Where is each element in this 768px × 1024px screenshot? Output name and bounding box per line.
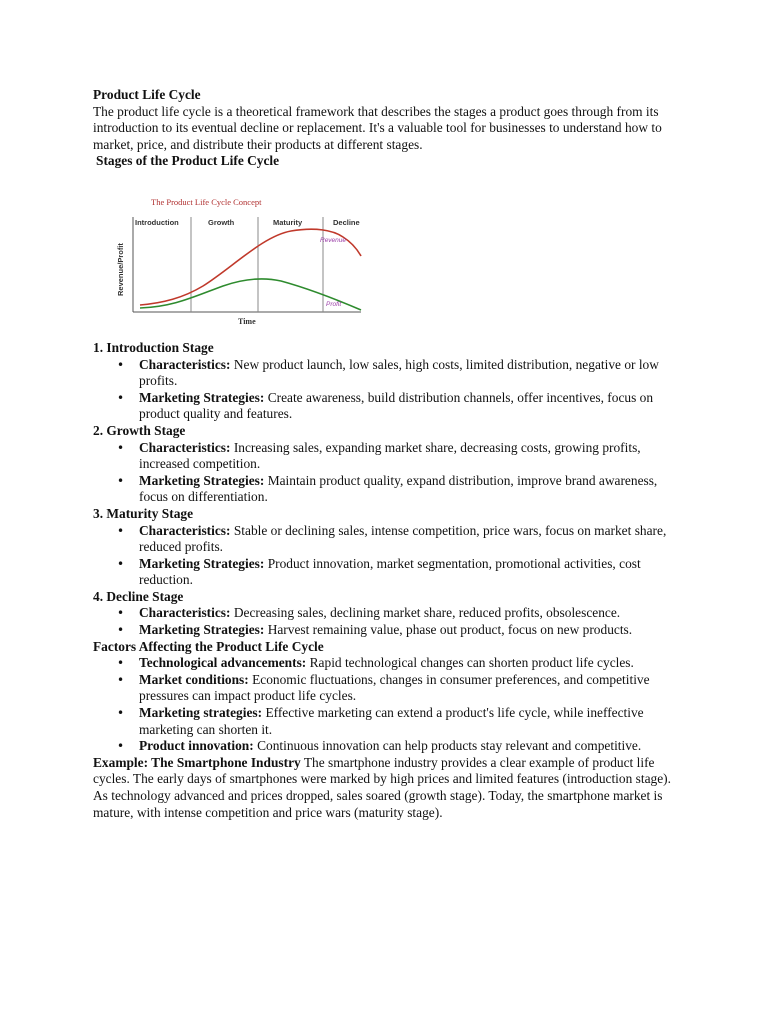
item-label: Marketing Strategies: [139,555,265,571]
stage-heading-decline: 4. Decline Stage [93,588,184,604]
item-label: Marketing Strategies: [139,389,265,405]
list-item [139,605,683,622]
item-label: Characteristics: [139,522,231,538]
item-text: Increasing sales, expanding market share, decreasing costs, growing profits, increased competition. [139,439,641,472]
example-text: The smartphone industry provides a clear example of product life cycles. The early days of smartphones were marked by high prices and limited features (introduction stage). As technology advanced and prices dropped, sales soared (growth stage). Today, the smartphone market is mature, with intense competition and price wars (maturity stage). [93,754,671,820]
stage-heading-introduction: 1. Introduction Stage [93,339,214,355]
item-text: Harvest remaining value, phase out product, focus on new products. [267,622,633,638]
stage-heading-growth: 2. Growth Stage [93,422,186,438]
item-label: Characteristics: [139,439,231,455]
item-text: Decreasing sales, declining market share, reduced profits, obsolescence. [233,605,621,621]
document-title: Product Life Cycle [93,87,201,102]
phase-label-decline: Decline [333,217,360,227]
item-text: New product launch, low sales, high costs, limited distribution, negative or low profits. [139,356,659,389]
stages-heading: Stages of the Product Life Cycle [96,153,280,169]
item-text: Rapid technological changes can shorten product life cycles. [309,655,634,671]
item-label: Marketing Strategies: [139,472,265,488]
list-item [139,357,683,390]
item-label: Characteristics: [139,356,231,372]
item-text: Stable or declining sales, intense competition, price wars, focus on market share, reduced profits. [139,522,667,555]
profit-curve-label: Profit [326,300,342,308]
list-item [139,440,683,473]
item-text: Economic fluctuations, changes in consumer preferences, and competitive pressures can impact product life cycles. [139,671,650,704]
item-text: Maintain product quality, expand distribution, improve brand awareness, focus on differentiation. [139,472,658,505]
list-item [139,672,683,705]
y-axis-label: Revenue/Profit [116,243,125,296]
item-text: Create awareness, build distribution channels, offer incentives, focus on product quality and features. [139,389,654,422]
stage-list-maturity [93,523,683,589]
figure-title: The Product Life Cycle Concept [151,196,262,207]
item-text: Effective marketing can extend a product's life cycle, while ineffective marketing can shorten it. [139,705,644,737]
revenue-curve-label: Revenue [320,236,347,244]
factors-list [93,655,683,755]
factors-heading: Factors Affecting the Product Life Cycle [93,638,324,654]
item-text: Continuous innovation can help products stay relevant and competitive. [257,738,642,754]
list-item [139,655,683,672]
item-label: Marketing Strategies: [139,622,265,638]
list-item [139,523,683,556]
x-axis-label: Time [238,316,256,326]
phase-label-growth: Growth [208,217,235,227]
item-label: Marketing strategies: [139,705,263,721]
intro-paragraph: The product life cycle is a theoretical framework that describes the stages a product goes through from its introduction to its eventual decline or replacement. It's a valuable tool for businesses to understand how to market, price, and distribute their products at different stages. [93,103,662,152]
item-label: Technological advancements: [139,655,307,671]
phase-label-maturity: Maturity [273,217,303,227]
item-text: Product innovation, market segmentation, promotional activities, cost reduction. [139,555,641,588]
stage-list-decline [93,605,683,638]
product-life-cycle-figure [93,174,363,332]
list-item [139,473,683,506]
example-label: Example: The Smartphone Industry [93,754,301,770]
list-item [139,705,683,738]
stage-list-introduction [93,357,683,423]
list-item [139,738,683,755]
item-label: Market conditions: [139,671,249,687]
stage-heading-maturity: 3. Maturity Stage [93,505,194,521]
item-label: Product innovation: [139,738,254,754]
list-item [139,556,683,589]
stage-list-growth [93,440,683,506]
list-item [139,390,683,423]
document-body [93,87,683,821]
list-item [139,622,683,639]
example-paragraph [93,755,683,821]
item-label: Characteristics: [139,605,231,621]
phase-label-introduction: Introduction [135,217,179,227]
